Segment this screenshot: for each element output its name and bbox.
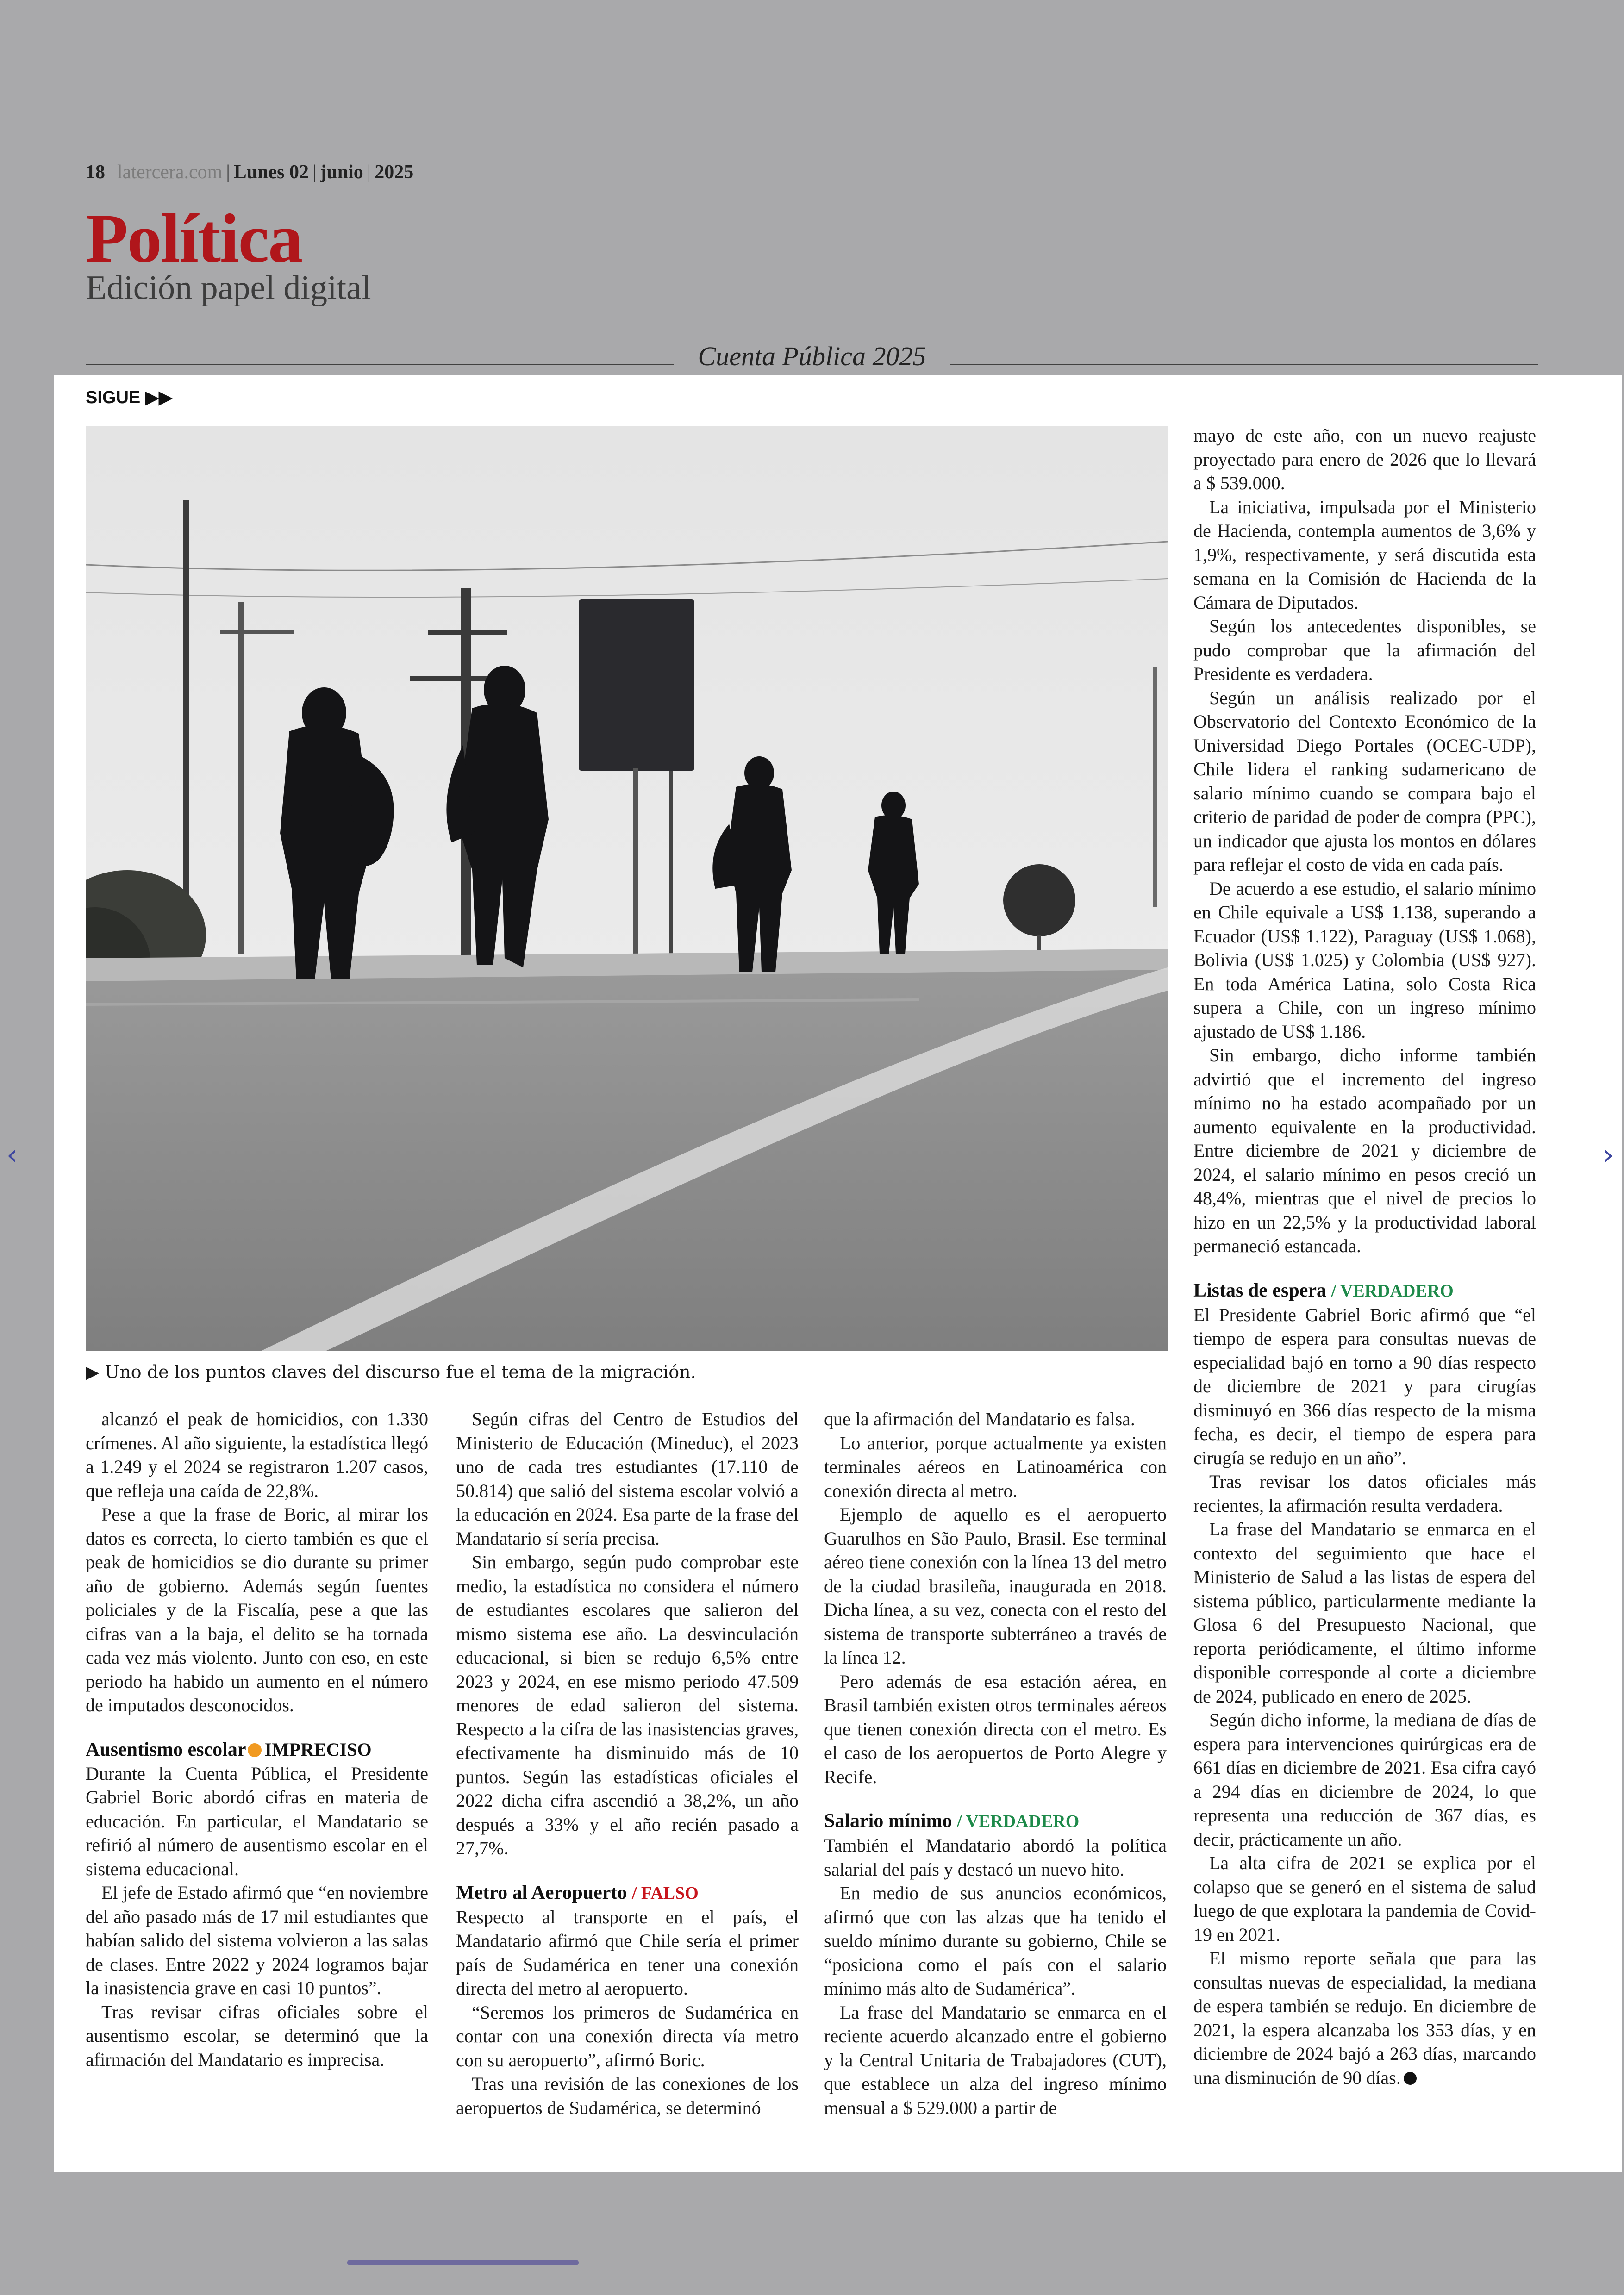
paragraph: La alta cifra de 2021 se explica por el colapso que se generó en el sistema de salud luego de que explotara la pandemia de Covid-19 en 2021.	[1193, 1852, 1536, 1945]
edition-subtitle: Edición papel digital	[86, 269, 371, 307]
paragraph: Respecto al transporte en el país, el Mandatario afirmó que Chile sería el primer país de Sudamérica en tener una conexión directa del metro al aeropuerto.	[456, 1906, 799, 1999]
rule-left	[86, 364, 674, 365]
paragraph: Tras una revisión de las conexiones de los aeropuertos de Sudamérica, se determinó	[456, 2073, 799, 2118]
page-number: 18	[86, 162, 105, 183]
paragraph: Según dicho informe, la mediana de días de espera para intervenciones quirúrgicas era de 661 días en diciembre de 2021. Esa cifra cayó a 294 días en diciembre de 2024, lo que representa una reducción de 367 días, es decir, prácticamente un año.	[1193, 1709, 1536, 1850]
paragraph: También el Mandatario abordó la política salarial del país y destacó un nuevo hito.	[824, 1835, 1167, 1880]
subheading-salario	[824, 1809, 1167, 1834]
verdict-label: / FALSO	[631, 1883, 699, 1903]
verdict-label: / VERDADERO	[957, 1812, 1080, 1831]
special-title: Cuenta Pública 2025	[698, 341, 926, 371]
paragraph: De acuerdo a ese estudio, el salario mínimo en Chile equivale a US$ 1.138, superando a Ecuador (US$ 1.122), Paraguay (US$ 1.068), Bolivia (US$ 1.025) y Colombia (US$ 927). En toda América Latina, solo Costa Rica supera a Chile, con un ingreso mínimo ajustado de US$ 1.186.	[1193, 878, 1536, 1042]
paragraph: Pese a que la frase de Boric, al mirar los datos es correcta, lo cierto también es que el peak de homicidios se dio durante su primer año de gobierno. Además según fuentes policiales y de la Fiscalía, pese a que las cifras van a la baja, el delito se ha tornada cada vez más violento. Junto con eso, en este periodo ha habido un aumento en el número de imputados desconocidos.	[86, 1504, 428, 1715]
article-column-4	[1193, 424, 1536, 2089]
paragraph: Tras revisar cifras oficiales sobre el ausentismo escolar, se determinó que la afirmación del Mandatario es imprecisa.	[86, 2001, 428, 2070]
article-column-3	[824, 1407, 1167, 2120]
date-day: Lunes 02	[233, 162, 309, 183]
paragraph: Pero además de esa estación aérea, en Brasil también existen otros terminales aéreos que tienen conexión directa con el metro. Es el caso de los aeropuertos de Porto Alegre y Recife.	[824, 1671, 1167, 1787]
section-title: Política	[86, 200, 302, 277]
next-page-button[interactable]	[1603, 1139, 1614, 1171]
site-name: latercera.com	[117, 162, 223, 183]
page-scroll-thumb[interactable]	[347, 2260, 579, 2265]
paragraph: Según cifras del Centro de Estudios del Ministerio de Educación (Mineduc), el 2023 uno de cada tres estudiantes (17.110 de 50.814) que salió del sistema escolar volvió a la educación en 2024. Esa parte de la frase del Mandatario sí sería precisa.	[456, 1409, 799, 1549]
article-column-1	[86, 1407, 428, 2071]
paragraph: El Presidente Gabriel Boric afirmó que “el tiempo de espera para consultas nuevas de especialidad bajó en torno a 90 días respecto de diciembre de 2021 y para cirugías disminuyó en 366 días respecto de la misma fecha, es decir, el tiempo de espera para cirugía se redujo en un año”.	[1193, 1304, 1536, 1468]
continues-label: SIGUE ▶▶	[86, 388, 173, 407]
paragraph: Tras revisar los datos oficiales más recientes, la afirmación resulta verdadera.	[1193, 1471, 1536, 1516]
paragraph: La frase del Mandatario se enmarca en el contexto del seguimiento que hace el Ministerio de Salud a las listas de espera del sistema público, particularmente mediante la Glosa 6 del Presupuesto Nacional, que reporta periódicamente, el último informe disponible corresponde al corte a diciembre de 2024, publicado en enero de 2025.	[1193, 1519, 1536, 1707]
previous-page-button[interactable]	[6, 1139, 18, 1171]
rule-right	[950, 364, 1538, 365]
date-year: 2025	[375, 162, 414, 183]
article-column-2	[456, 1407, 799, 2120]
chevron-right-icon: ›	[1603, 1139, 1614, 1171]
subheading-title: Metro al Aeropuerto	[456, 1882, 627, 1903]
date-month: junio	[320, 162, 363, 183]
paragraph: que la afirmación del Mandatario es falsa.	[824, 1409, 1135, 1429]
migrants-road-photo	[86, 426, 1168, 1351]
page-folio: 18 latercera.com | Lunes 02 | junio | 2025	[86, 162, 414, 183]
verdict-label: IMPRECISO	[264, 1739, 372, 1760]
paragraph: Según los antecedentes disponibles, se pudo comprobar que la afirmación del Presidente es verdadera.	[1193, 616, 1536, 684]
paragraph: Sin embargo, según pudo comprobar este medio, la estadística no considera el número de estudiantes escolares que salieron del mismo sistema ese año. La desvinculación educacional, si bien se redujo 6,5% entre 2023 y 2024, en ese mismo periodo 47.509 menores de edad salieron del sistema. Respecto a la cifra de las inasistencias graves, efectivamente ha disminuido más de 10 puntos. Según las estadísticas oficiales el 2022 dicha cifra ascendió a 38,2%, un año después a 33% y el año recién pasado a 27,7%.	[456, 1552, 799, 1858]
impreciso-dot-icon	[248, 1743, 262, 1757]
subheading-title: Salario mínimo	[824, 1810, 952, 1832]
chevron-left-icon: ‹	[6, 1139, 18, 1171]
subheading-title: Ausentismo escolar	[86, 1739, 246, 1760]
photo-caption: ▶ Uno de los puntos claves del discurso fue el tema de la migración.	[86, 1362, 696, 1382]
paragraph-text: El mismo reporte señala que para las consultas nuevas de especialidad, la mediana de espera también se redujo. En diciembre de 2021, la espera alcanzaba los 353 días, y en diciembre de 2024 bajó a 263 días, marcando una disminución de 90 días.	[1193, 1948, 1536, 2088]
paragraph: alcanzó el peak de homicidios, con 1.330 crímenes. Al año siguiente, la estadística llegó a 1.249 y el 2024 se registraron 1.207 casos, que refleja una caída de 22,8%.	[86, 1409, 428, 1501]
paragraph: La frase del Mandatario se enmarca en el reciente acuerdo alcanzado entre el gobierno y la Central Unitaria de Trabajadores (CUT), que establece un alza del ingreso mínimo mensual a $ 529.000 a partir de	[824, 2002, 1167, 2118]
verdict-label: / VERDADERO	[1331, 1281, 1454, 1301]
paragraph: Ejemplo de aquello es el aeropuerto Guarulhos en São Paulo, Brasil. Ese terminal aéreo tiene conexión con la línea 13 del metro de la ciudad brasileña, inaugurada en 2018. Dicha línea, a su vez, conecta con el resto del sistema de transporte subterráneo a través de la línea 12.	[824, 1504, 1167, 1668]
paragraph: Lo anterior, porque actualmente ya existen terminales aéreos en Latinoamérica con conexión directa al metro.	[824, 1432, 1167, 1501]
paragraph	[1193, 1946, 1536, 2089]
news-photo	[86, 426, 1168, 1351]
subheading-title: Listas de espera	[1193, 1279, 1326, 1301]
end-mark-icon	[1404, 2072, 1417, 2085]
subheading-listas	[1193, 1278, 1536, 1303]
paragraph: La iniciativa, impulsada por el Ministerio de Hacienda, contempla aumentos de 3,6% y 1,9%, respectivamente, y será discutida esta semana en la Comisión de Hacienda de la Cámara de Diputados.	[1193, 496, 1536, 613]
subheading-ausentismo	[86, 1738, 428, 1762]
paragraph: El jefe de Estado afirmó que “en noviembre del año pasado más de 17 mil estudiantes que habían salido del sistema volvieron a las salas de clases. Entre 2022 y 2024 logramos bajar la inasistencia grave en casi 10 puntos”.	[86, 1882, 428, 1998]
paragraph: Según un análisis realizado por el Observatorio del Contexto Económico de la Universidad Diego Portales (OCEC-UDP), Chile lidera el ranking sudamericano de salario mínimo cuando se compara bajo el criterio de paridad de poder de compra (PPC), un indicador que ajusta los montos en dólares para reflejar el costo de vida en cada país.	[1193, 687, 1536, 875]
paragraph: Sin embargo, dicho informe también advirtió que el incremento del ingreso mínimo no ha estado acompañado por un aumento equivalente en la productividad. Entre diciembre de 2021 y diciembre de 2024, el salario mínimo en pesos creció un 48,4%, mientras que el nivel de precios lo hizo en un 22,5% y la productividad laboral permaneció estancada.	[1193, 1045, 1536, 1256]
paragraph: Durante la Cuenta Pública, el Presidente Gabriel Boric abordó cifras en materia de educación. En particular, el Mandatario se refirió al número de ausentismo escolar en el sistema educacional.	[86, 1763, 428, 1879]
paragraph: mayo de este año, con un nuevo reajuste proyectado para enero de 2026 que lo llevará a $ 539.000.	[1193, 425, 1536, 493]
paragraph: En medio de sus anuncios económicos, afirmó que con las alzas que ha tenido el sueldo mínimo durante su gobierno, Chile se “posiciona como el país con el salario mínimo más alto de Sudamérica”.	[824, 1883, 1167, 1999]
subheading-metro	[456, 1881, 799, 1905]
paragraph: “Seremos los primeros de Sudamérica en contar con una conexión directa vía metro con su aeropuerto”, afirmó Boric.	[456, 2002, 799, 2070]
